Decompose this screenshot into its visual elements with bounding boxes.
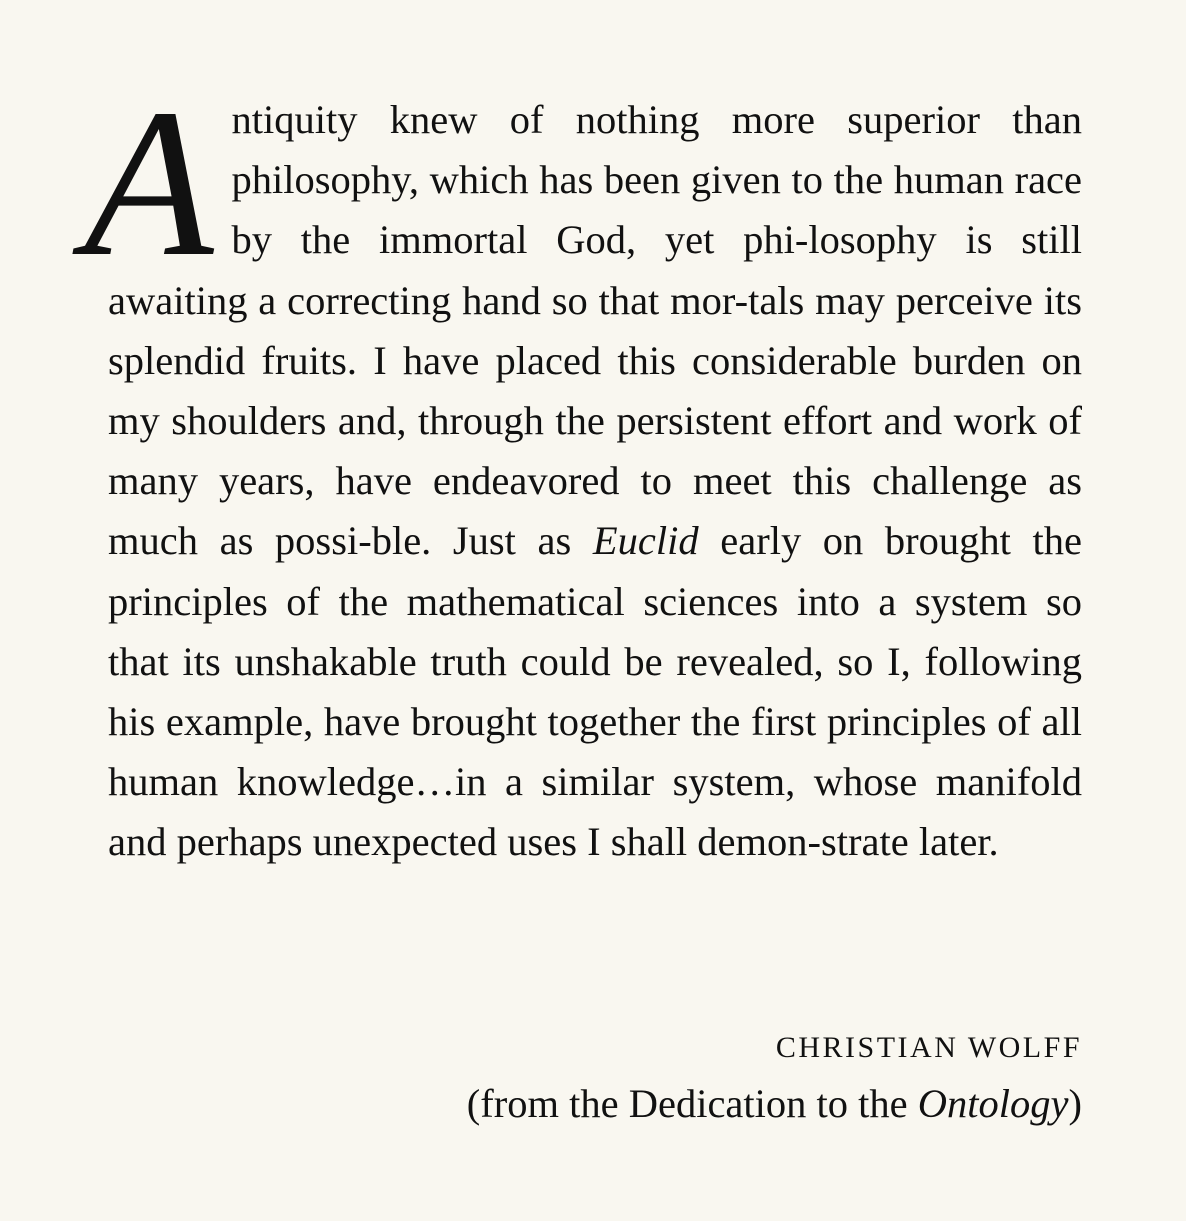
source-suffix: ) xyxy=(1068,1081,1082,1126)
source-citation xyxy=(467,1074,1082,1134)
drop-cap-letter: A xyxy=(84,65,214,300)
source-prefix: (from the Dedication to the xyxy=(466,1081,918,1126)
quote-text-part-1: ntiquity knew of nothing more superior than philosophy, which has been given to the human race by the immortal God, yet phi-losophy is still awaiting a correcting hand so that mor-tals may perceive its splendid fruits. I have placed this considerable burden on my shoulders and, through the persistent effort and work of many years, have endeavored to meet this challenge as much as possi-ble. Just as xyxy=(108,97,1082,564)
quote-paragraph xyxy=(84,65,1082,873)
source-title: Ontology xyxy=(917,1081,1069,1126)
quote-emphasis-euclid: Euclid xyxy=(592,518,699,564)
author-name: CHRISTIAN WOLFF xyxy=(775,1031,1082,1064)
epigraph-quote xyxy=(84,65,1082,873)
quote-text-part-2: early on brought the principles of the mathematical sciences into a system so that its unshakable truth could be revealed, so I, following his example, have brought together the first principles of all human knowledge…in a similar system, whose manifold and perhaps unexpected uses I shall demon-strate later. xyxy=(108,518,1082,865)
quote-attribution xyxy=(467,1022,1082,1134)
